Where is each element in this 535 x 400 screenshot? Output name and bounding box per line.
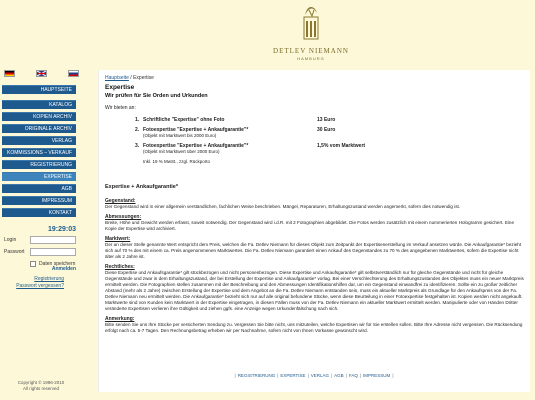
offer-price: 30 Euro	[317, 127, 336, 133]
main-content	[98, 70, 530, 392]
nav-archive	[2, 100, 78, 172]
login-input[interactable]	[30, 236, 76, 244]
sidebar	[0, 68, 80, 400]
info-section	[105, 236, 524, 260]
info-section	[105, 316, 524, 334]
offer-title	[143, 143, 303, 154]
breadcrumb-current: Expertise	[133, 75, 154, 81]
info-section	[105, 198, 524, 210]
page-subtitle: Wir prüfen für Sie Orden und Urkunden	[105, 93, 208, 99]
login-button[interactable]: Anmelden	[51, 266, 76, 272]
offer-title-text: Fotoexpertise "Expertise + Ankaufgarantie"*	[143, 127, 249, 133]
offer-number: 2.	[135, 127, 140, 133]
flag-gb-icon[interactable]	[36, 70, 47, 77]
section-text: Der Gegenstand wird in einer allgemein verständlichen, fachlichen Weise beschrieben. Mängel, Reparaturen, Erhaltungszustand werden angemerkt, sofern dies notwendig ist.	[105, 204, 461, 209]
footer-link-expertise[interactable]: EXPERTISE	[280, 373, 306, 378]
nav-agb[interactable]: AGB	[2, 184, 76, 193]
login-panel	[2, 236, 78, 289]
section-title: Marktwert:	[105, 236, 131, 242]
site-header	[0, 0, 535, 68]
login-label: Login	[4, 237, 17, 243]
offer-title	[143, 127, 303, 138]
section-text: Bitte senden Sie uns Ihre Stücke per versicherten Sendung zu. Vergessen Sie bitte nicht, uns mitzuteilen, welche Expertisen wir für Sie erstellen sollen. Bitte Ihre Adresse nicht vergessen. Die Rücksendung erfolgt nach ca. 5-7 Tagen. Den Rechnungsbetrag erheben wir per Nachnahme, sofern nicht von Ihnen Vorkasse gewünscht wird.	[105, 322, 523, 333]
bottom-bar	[98, 392, 530, 400]
footer-link-faq[interactable]: FAQ	[348, 373, 358, 378]
offer-note: (Objekt mit Marktwert über 2000 Euro)	[143, 149, 220, 154]
section-title: Rechtliches:	[105, 264, 135, 270]
nav-impressum[interactable]: IMPRESSUM	[2, 196, 76, 205]
footer-link-verlag[interactable]: VERLAG	[310, 373, 329, 378]
section-heading: Expertise + Ankaufgarantie*	[105, 184, 179, 190]
section-text: Breite, Höhe und Gewicht werden erfasst, soweit notwendig. Der Gegenstand wird i.d.R. mit 2 Fotographien abgebildet. Die Fotos werden zusätzlich mit einem nummerierten Hologramm gesichert. Eine Kopie der Expertise wird archiviert.	[105, 220, 515, 231]
page-title: Expertise	[105, 84, 135, 91]
brand-name: DETLEV NIEMANN	[273, 47, 349, 55]
remember-label: Daten speichern	[39, 261, 76, 267]
offer-title-text: Schriftliche "Expertise" ohne Foto	[143, 117, 225, 123]
offer-title-text: Fotoexpertise "Expertise + Ankaufgarantie"*	[143, 143, 249, 149]
offer-number: 3.	[135, 143, 140, 149]
register-link[interactable]: Registrierung	[34, 276, 64, 282]
language-selector	[4, 70, 78, 78]
offer-item	[105, 143, 524, 157]
password-label: Passwort	[4, 249, 25, 255]
flag-de-icon[interactable]	[4, 70, 15, 77]
brand-logo[interactable]	[265, 3, 355, 65]
offer-intro: Wir bieten an:	[105, 105, 136, 111]
nav-main	[2, 85, 78, 97]
breadcrumb-home-link[interactable]: Hauptseite	[105, 75, 129, 81]
section-text: Diese Expertise und Ankaufsgarantie* gilt stückbezogen und nicht personenbezogen. Diese Expertise und Ankaufsgarantie* gilt selbstverständlich nur für gleiche Gegenstände und nicht für gleiche Gegenstände und zwar in dem Erhaltungszustand, der bei Erstellung der Expertise und Ankaufgarantie* vorlag. Bei einer Verschlechterung des Erhaltungszustandes des Objektes muss ein neuer Marktpreis ermittelt werden. Die Fotographien stellen zusammen mit der Beschreibung und den Abmessungen Identifikationshilfen dar, um ein Gegenstand einwandfrei zu identifizieren. Sollte ein zu großer zeitlicher Abstand (mehr als 2 Jahre) zwischen Erstellung der Expertise und dem Angebot an die Fa. Detlev Niemann entstanden sein, muss ein aktueller Marktpreis als Grundlage für den Ankaufspreis von der Fa. Detlev Niemann neu ermittelt werden. Die Ankaufgarantie* bezieht sich nur auf alle original befundene Stücke, wenn diese Beurteilung in einer Fotoexpertise festgehalten ist. Kopien werden nicht angekauft. Marktwerte sind von Kunden kein Marktwert in der Expertise eingetragen, in diesen Fällen muss von der Fa. Detlev Niemann ein aktueller Marktwert ermittelt werden. Manipulierte oder von Händen Dritter veränderte Expertisen verlieren ihre Gültigkeit und ziehen ggfs. eine Anzeige wegen Urkundenfälschung nach sich.	[105, 270, 524, 311]
info-section	[105, 264, 524, 312]
nav-katalog[interactable]: KATALOG	[2, 100, 76, 109]
nav-originale-archiv[interactable]: ORIGINALE ARCHIV	[2, 124, 76, 133]
breadcrumb-separator: /	[128, 75, 134, 81]
nav-kopien-archiv[interactable]: KOPIEN ARCHIV	[2, 112, 76, 121]
brand-city: HAMBURG	[297, 56, 325, 61]
flag-ru-icon[interactable]	[68, 70, 79, 77]
nav-hauptseite[interactable]: HAUPTSEITE	[2, 85, 76, 94]
password-row	[2, 248, 78, 258]
nav-registrierung[interactable]: REGISTRIERUNG	[2, 160, 76, 169]
monogram-logo-icon	[301, 3, 321, 41]
remember-checkbox[interactable]	[30, 261, 36, 267]
section-title: Anmerkung:	[105, 316, 135, 322]
offer-note: (Objekt mit Marktwert bis 2000 Euro)	[143, 133, 217, 138]
offer-item	[105, 127, 524, 141]
section-text: Der an dieser Stelle genannte Wert entspricht dem Preis, welchen die Fa. Detlev Niemann für dieses Objekt zum Zeitpunkt der Expertisenerstellung im Verkauf ansetzen würde. Die Ankaufgarantie* bezieht sich auf 70 % des mit einem ca. Preis angenommenen Marktwertes. Die Fa. Detlev Niemann garantiert einen Ankauf des Gegenstandes zu 70 % des angegebenen Marktwertes, sofern die Expertise nicht älter als 2 Jahre ist.	[105, 242, 522, 259]
info-section	[105, 214, 524, 232]
copyright: Copyright © 1996-2010 All rights reserved	[17, 380, 65, 391]
nav-info	[2, 172, 78, 220]
offer-item	[105, 117, 524, 125]
section-title: Abmessungen:	[105, 214, 142, 220]
login-row	[2, 236, 78, 246]
nav-verlag[interactable]: VERLAG	[2, 136, 76, 145]
footer-link-registrierung[interactable]: REGISTRIERUNG	[237, 373, 276, 378]
breadcrumb	[105, 75, 524, 81]
vat-note: Inkl. 19 % MwSt., zzgl. Rückporto	[143, 159, 211, 164]
offer-title	[143, 117, 303, 123]
section-title: Gegenstand:	[105, 198, 136, 204]
offer-number: 1.	[135, 117, 140, 123]
nav-expertise[interactable]: EXPERTISE	[2, 172, 76, 181]
nav-kommissions-verkauf[interactable]: KOMMISSIONS – VERKAUF	[2, 148, 76, 157]
footer-links: | REGISTRIERUNG | EXPERTISE | VERLAG | AGB | FAQ | IMPRESSUM |	[234, 373, 394, 378]
footer-link-agb[interactable]: AGB	[334, 373, 344, 378]
offer-price: 13 Euro	[317, 117, 336, 123]
footer-link-impressum[interactable]: IMPRESSUM	[363, 373, 391, 378]
clock: 19:29:03	[47, 226, 76, 233]
forgot-password-link[interactable]: Passwort vergessen?	[16, 283, 64, 289]
nav-kontakt[interactable]: KONTAKT	[2, 208, 76, 217]
offer-price: 1,5% vom Marktwert	[317, 143, 366, 149]
password-input[interactable]	[30, 248, 76, 256]
